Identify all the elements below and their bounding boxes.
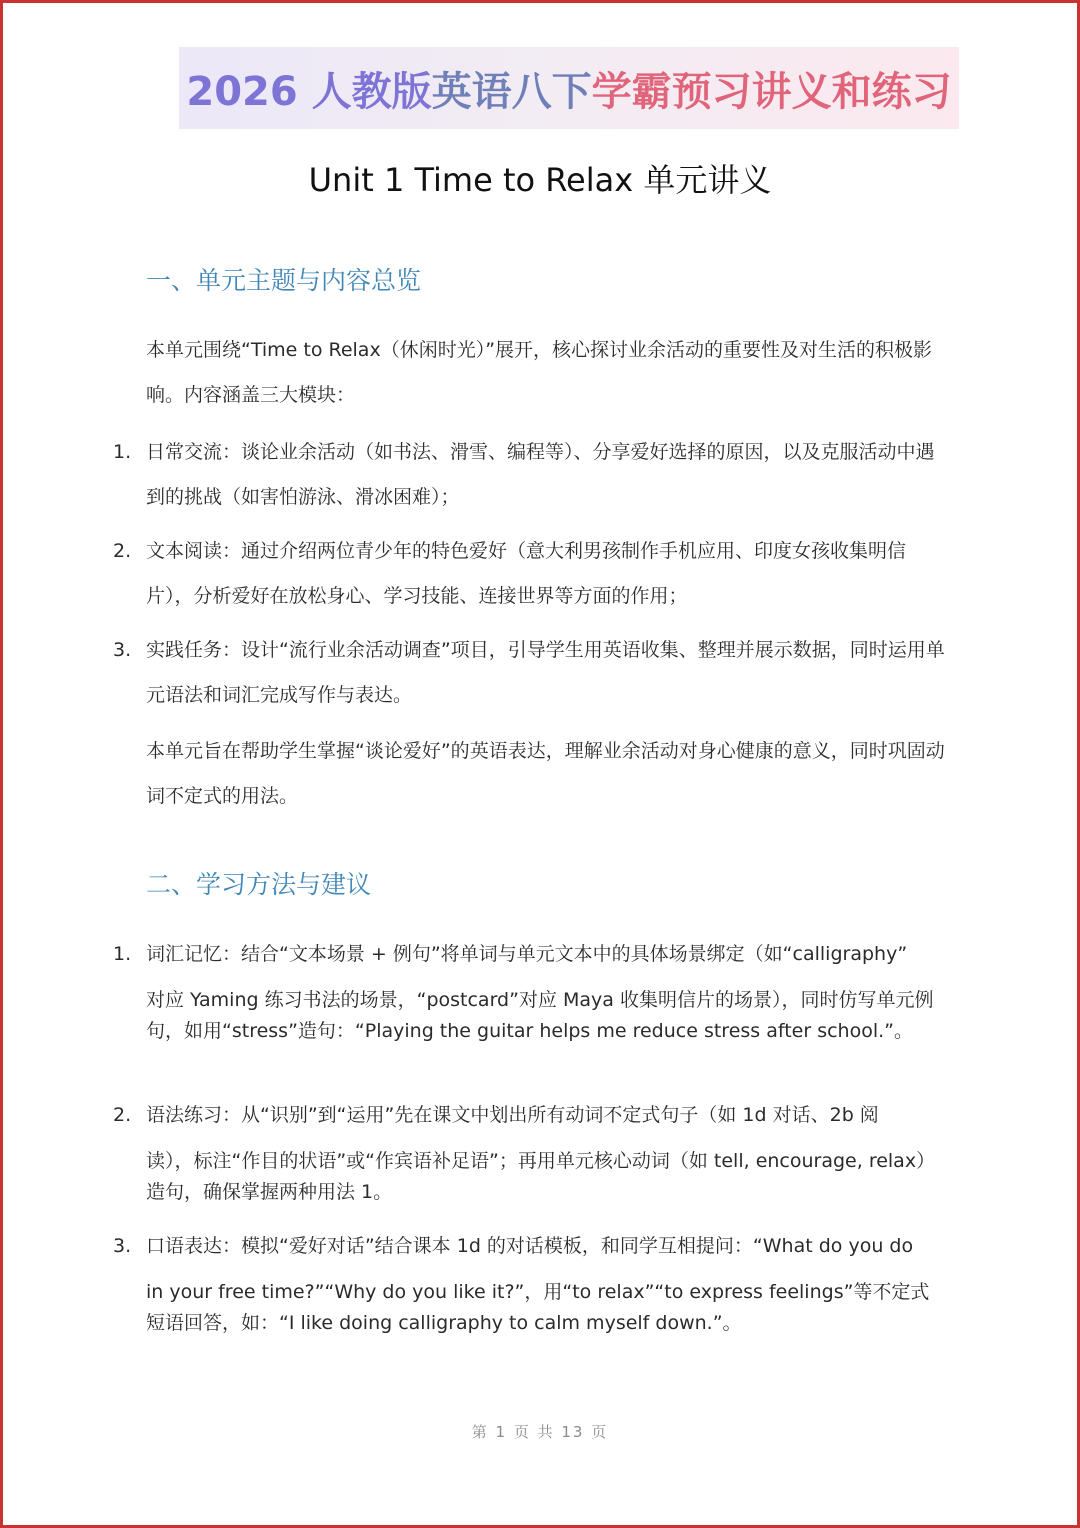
section2-item-line1: 口语表达：模拟“爱好对话”结合课本 1d 的对话模板，和同学互相提问：“What do you do xyxy=(146,1235,914,1257)
banner-title xyxy=(186,60,951,117)
section1-item-number: 3. xyxy=(113,639,132,661)
section2-item-rest: 对应 Yaming 练习书法的场景，“postcard”对应 Maya 收集明信片的场景），同时仿写单元例句，如用“stress”造句：“Playing the guitar helps me reduce stress after school.”。 xyxy=(146,989,934,1042)
section2-item-rest: in your free time?”“Why do you like it?”，用“to relax”“to express feelings”等不定式短语回答，如：“I like doing calligraphy to calm myself down.”。 xyxy=(146,1281,930,1334)
section-heading-methods: 二、学习方法与建议 xyxy=(146,870,372,899)
section2-item-number: 3. xyxy=(113,1235,132,1257)
banner-title-part1: 2026 人教版 xyxy=(186,68,432,115)
unit-title: Unit 1 Time to Relax 单元讲义 xyxy=(308,161,772,199)
section1-intro: 本单元围绕“Time to Relax（休闲时光）”展开，核心探讨业余活动的重要性及对生活的积极影响。内容涵盖三大模块： xyxy=(146,339,933,406)
banner-title-part2: 英语八下 xyxy=(431,68,592,115)
title-banner xyxy=(179,47,959,129)
section-heading-overview: 一、单元主题与内容总览 xyxy=(146,266,422,295)
section1-item-number: 2. xyxy=(113,540,132,562)
section1-item: 日常交流：谈论业余活动（如书法、滑雪、编程等）、分享爱好选择的原因，以及克服活动中遇到的挑战（如害怕游泳、滑冰困难）； xyxy=(146,441,935,508)
section1-item: 文本阅读：通过介绍两位青少年的特色爱好（意大利男孩制作手机应用、印度女孩收集明信片），分析爱好在放松身心、学习技能、连接世界等方面的作用； xyxy=(146,540,907,607)
section1-summary: 本单元旨在帮助学生掌握“谈论爱好”的英语表达，理解业余活动对身心健康的意义，同时巩固动词不定式的用法。 xyxy=(146,740,945,807)
banner-title-part3: 学霸预习讲义和练习 xyxy=(591,68,952,115)
section2-item-line1: 词汇记忆：结合“文本场景 + 例句”将单词与单元文本中的具体场景绑定（如“calligraphy” xyxy=(146,943,908,965)
section2-item-number: 2. xyxy=(113,1104,132,1126)
page-number-footer: 第 1 页 共 13 页 xyxy=(471,1423,609,1441)
section1-item-number: 1. xyxy=(113,441,132,463)
section2-item-line1: 语法练习：从“识别”到“运用”先在课文中划出所有动词不定式句子（如 1d 对话、2b 阅 xyxy=(146,1104,879,1126)
section2-item-rest: 读），标注“作目的状语”或“作宾语补足语”；再用单元核心动词（如 tell, encourage, relax）造句，确保掌握两种用法 1。 xyxy=(146,1150,936,1203)
section2-item-number: 1. xyxy=(113,943,132,965)
section1-item: 实践任务：设计“流行业余活动调查”项目，引导学生用英语收集、整理并展示数据，同时运用单元语法和词汇完成写作与表达。 xyxy=(146,639,945,706)
